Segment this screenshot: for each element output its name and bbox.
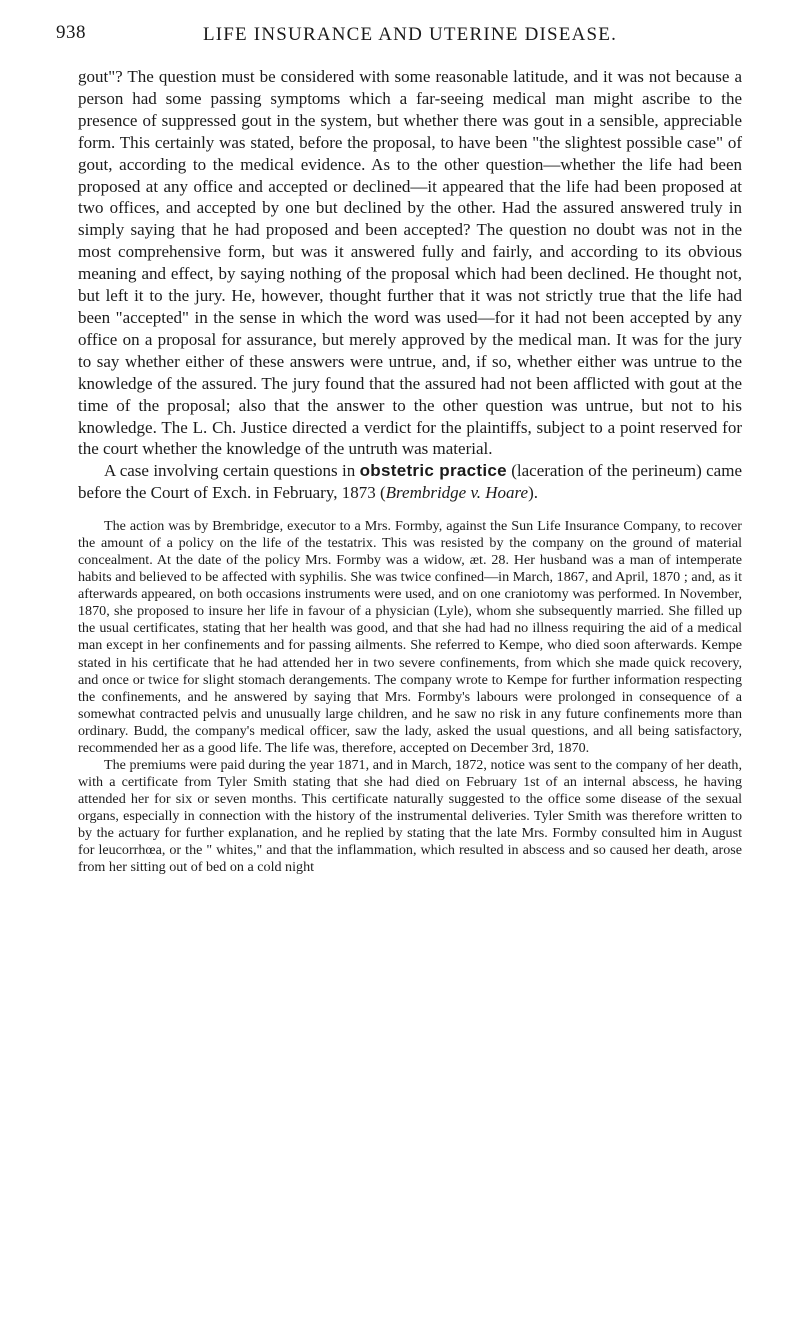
paragraph-mid-text: (laceration of the perineum) came before the Court of Exch. in February, 1873 ( xyxy=(78,461,742,503)
case-name: Brembridge v. Hoare xyxy=(385,483,529,503)
running-title: LIFE INSURANCE AND UTERINE DISEASE. xyxy=(202,24,618,45)
paragraph-gout-question: gout"? The question must be considered with some reasonable latitude, and it was not because a person had some passing symptoms which a far-seeing medical man might ascribe to the presence of suppressed gout in the system, but whether there was gout in a sensible, appreciable form. This certainly was stated, before the proposal, to have been "the slightest possible case" of gout, according to the medical evidence. As to the other question—whether the life had been proposed at any office and accepted or declined—it appeared that the life had been proposed at two offices, and accepted by one but declined by the other. Had the assured answered truly in simply saying that he had proposed and been accepted? The question no doubt was not in the most comprehensive form, but was it answered fully and fairly, and according to its obvious meaning and effect, by saying nothing of the proposal which had been declined. He thought not, but left it to the jury. He, however, thought further that it was not strictly true that the life had been "accepted" in the sense in which the word was used—for it had not been accepted by any office on a proposal for assurance, but merely approved by the medical man. It was for the jury to say whether either of these answers were untrue, and, if so, whether either was untrue to the knowledge of the assured. The jury found that the assured had not been afflicted with gout at the time of the proposal; also that the answer to the other question was untrue, but not to his knowledge. The L. Ch. Justice directed a verdict for the plaintiffs, subject to a point reserved for the court whether the knowledge of the untruth was material. xyxy=(78,67,742,459)
paragraph-obstetric-case xyxy=(78,460,742,504)
case-report xyxy=(78,518,742,876)
page-number: 938 xyxy=(56,22,86,43)
case-report-paragraph-1: The action was by Brembridge, executor to a Mrs. Formby, against the Sun Life Insurance Company, to recover the amount of a policy on the life of the testatrix. This was resisted by the company on the ground of material concealment. At the date of the policy Mrs. Formby was a widow, æt. 28. Her husband was a man of intemperate habits and believed to be affected with syphilis. She was twice confined—in March, 1867, and April, 1870 ; and, as it afterwards appeared, on both occasions instruments were used, and on one craniotomy was performed. In November, 1870, she proposed to insure her life in favour of a physician (Lyle), whom she subsequently married. She filled up the usual certificates, stating that her health was good, and that she had had no illness requiring the aid of a medical man except in her confinements and for passing ailments. She referred to Kempe, who died soon afterwards. Kempe stated in his certificate that he had attended her in two severe confinements, from which she made quick recovery, and once or twice for slight stomach derangements. The company wrote to Kempe for further information respecting the confinements, and he answered by saying that Mrs. Formby's labours were prolonged in consequence of a somewhat contracted pelvis and unusually large children, and he saw no risk in any future confinements more than ordinary. Budd, the company's medical officer, saw the lady, asked the usual questions, and all being satisfactory, recommended her as a good life. The life was, therefore, accepted on December 3rd, 1870. xyxy=(78,518,742,756)
paragraph-lead-text: A case involving certain questions in xyxy=(104,461,360,481)
page-header xyxy=(56,22,742,66)
emphasis-obstetric-practice: obstetric practice xyxy=(359,461,507,481)
case-report-paragraph-2: The premiums were paid during the year 1871, and in March, 1872, notice was sent to the company of her death, with a certificate from Tyler Smith stating that she had died on February 1st of an internal abscess, he having attended her for six or seven months. This certificate naturally suggested to the office some disease of the sexual organs, especially in connection with the history of the instrumental deliveries. Tyler Smith was therefore written to by the actuary for further explanation, and he replied by stating that the late Mrs. Formby consulted him in August for leucorrhœa, or the " whites," and that the inflammation, which resulted in abscess and so caused her death, arose from her sitting out of bed on a cold night xyxy=(78,756,742,876)
main-text xyxy=(78,66,742,876)
paragraph-tail-text: ). xyxy=(528,483,538,503)
